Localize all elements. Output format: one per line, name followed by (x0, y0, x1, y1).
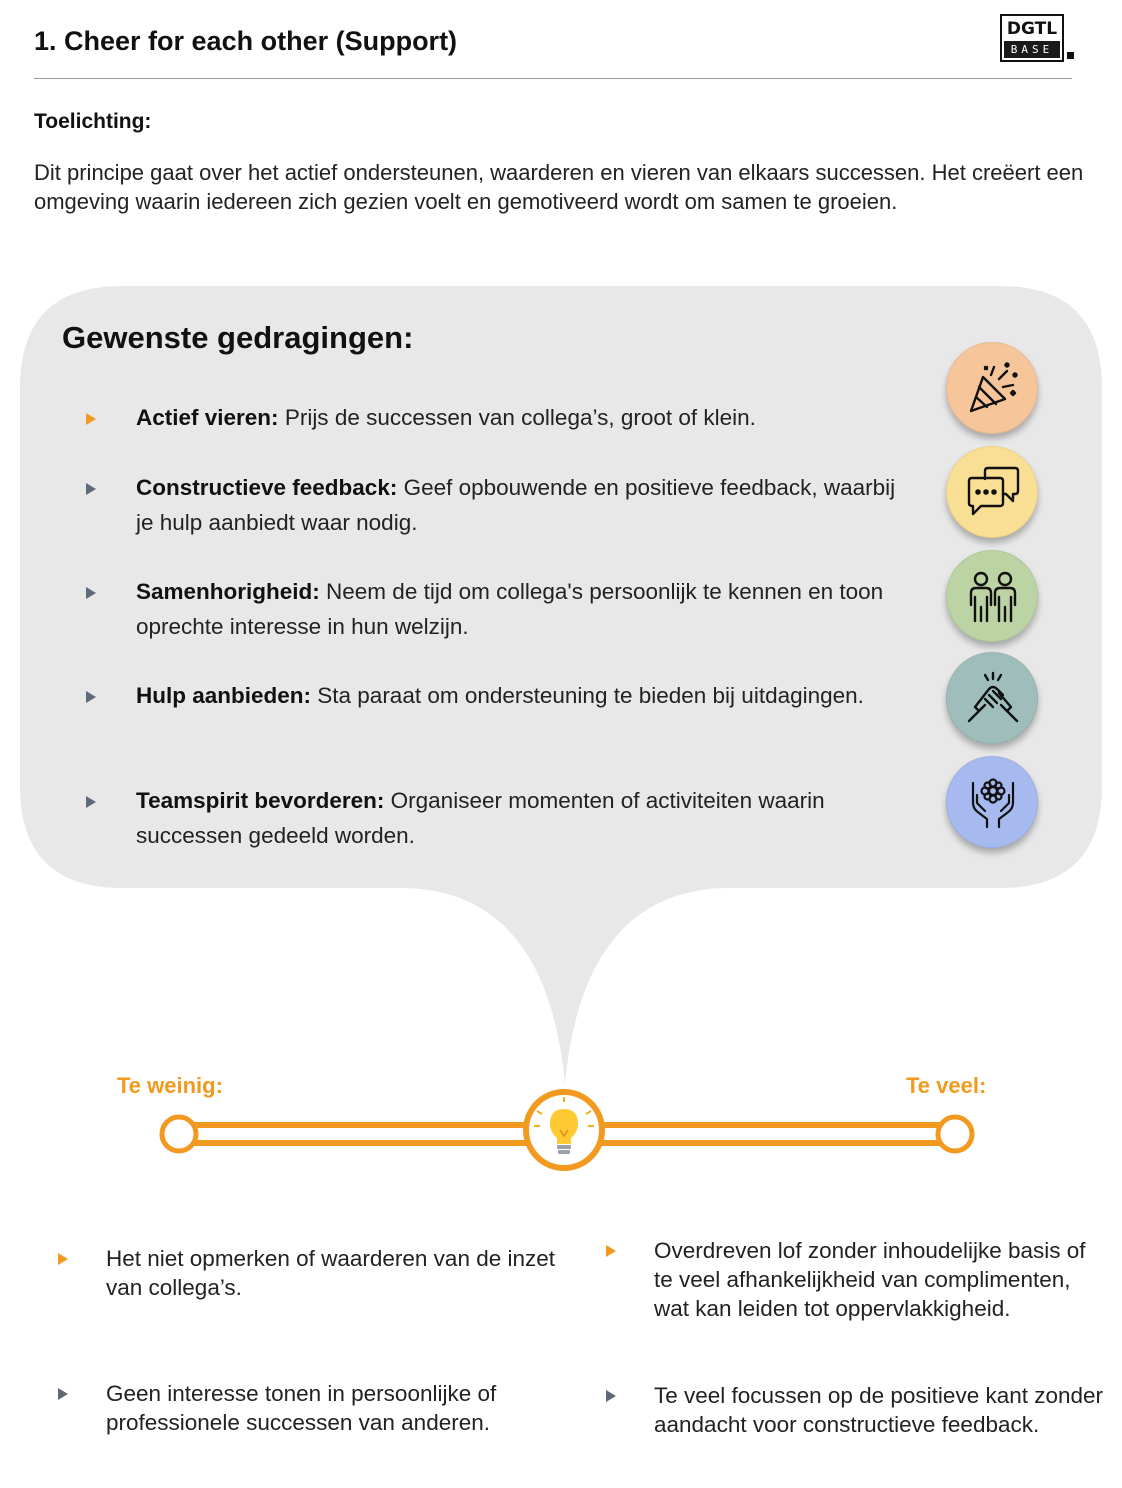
bullet-arrow-icon (86, 587, 96, 599)
bullet-arrow-icon (58, 1253, 68, 1265)
behavior-label: Hulp aanbieden: (136, 683, 312, 708)
title-divider (34, 78, 1072, 79)
dgtl-base-logo (1000, 14, 1064, 62)
two-people-icon (946, 550, 1038, 642)
behavior-text: Neem de tijd om collega's persoonlijk te kennen en toon oprechte interesse in hun welzijn. (136, 579, 884, 639)
too-little-text: Het niet opmerken of waarderen van de inzet van collega’s. (106, 1246, 556, 1300)
explanation-heading: Toelichting: (34, 110, 152, 133)
behavior-label: Constructieve feedback: (136, 475, 398, 500)
party-popper-icon (946, 342, 1038, 434)
too-much-text: Te veel focussen op de positieve kant zonder aandacht voor constructieve feedback. (654, 1383, 1104, 1437)
behaviors-heading: Gewenste gedragingen: (62, 320, 414, 355)
logo-top-text: DGTL (1006, 19, 1058, 39)
logo-bottom-text: BASE (1004, 41, 1060, 58)
behavior-label: Actief vieren: (136, 405, 279, 430)
bullet-arrow-icon (58, 1388, 68, 1400)
balance-scale (150, 1082, 980, 1186)
bullet-arrow-icon (606, 1245, 616, 1257)
hands-flower-icon (946, 756, 1038, 848)
behavior-label: Teamspirit bevorderen: (136, 788, 385, 813)
behavior-label: Samenhorigheid: (136, 579, 320, 604)
page-title: 1. Cheer for each other (Support) (34, 26, 458, 56)
behavior-text: Organiseer momenten of activiteiten waarin successen gedeeld worden. (136, 788, 825, 848)
too-little-text: Geen interesse tonen in persoonlijke of professionele successen van anderen. (106, 1381, 497, 1435)
too-much-label: Te veel: (906, 1073, 987, 1098)
chat-bubbles-icon (946, 446, 1038, 538)
logo-dot (1067, 52, 1074, 59)
too-much-text: Overdreven lof zonder inhoudelijke basis of te veel afhankelijkheid van complimenten, wat kan leiden tot oppervlakkigheid. (654, 1238, 1086, 1321)
behavior-text: Prijs de successen van collega’s, groot of klein. (278, 405, 756, 430)
right-end-circle (938, 1117, 972, 1151)
bullet-arrow-icon (86, 483, 96, 495)
behavior-text: Geef opbouwende en positieve feedback, waarbij je hulp aanbiedt waar nodig. (136, 475, 896, 535)
left-end-circle (162, 1117, 196, 1151)
handshake-icon (946, 652, 1038, 744)
bullet-arrow-icon (86, 691, 96, 703)
bullet-arrow-icon (606, 1390, 616, 1402)
behavior-text: Sta paraat om ondersteuning te bieden bij uitdagingen. (311, 683, 864, 708)
explanation-body: Dit principe gaat over het actief ondersteunen, waarderen en vieren van elkaars successen. Het creëert een omgeving waarin iedereen zich gezien voelt en gemotiveerd wordt om samen te groeien. (34, 160, 1084, 214)
bullet-arrow-icon (86, 796, 96, 808)
too-little-label: Te weinig: (117, 1073, 223, 1098)
bullet-arrow-icon (86, 413, 96, 425)
